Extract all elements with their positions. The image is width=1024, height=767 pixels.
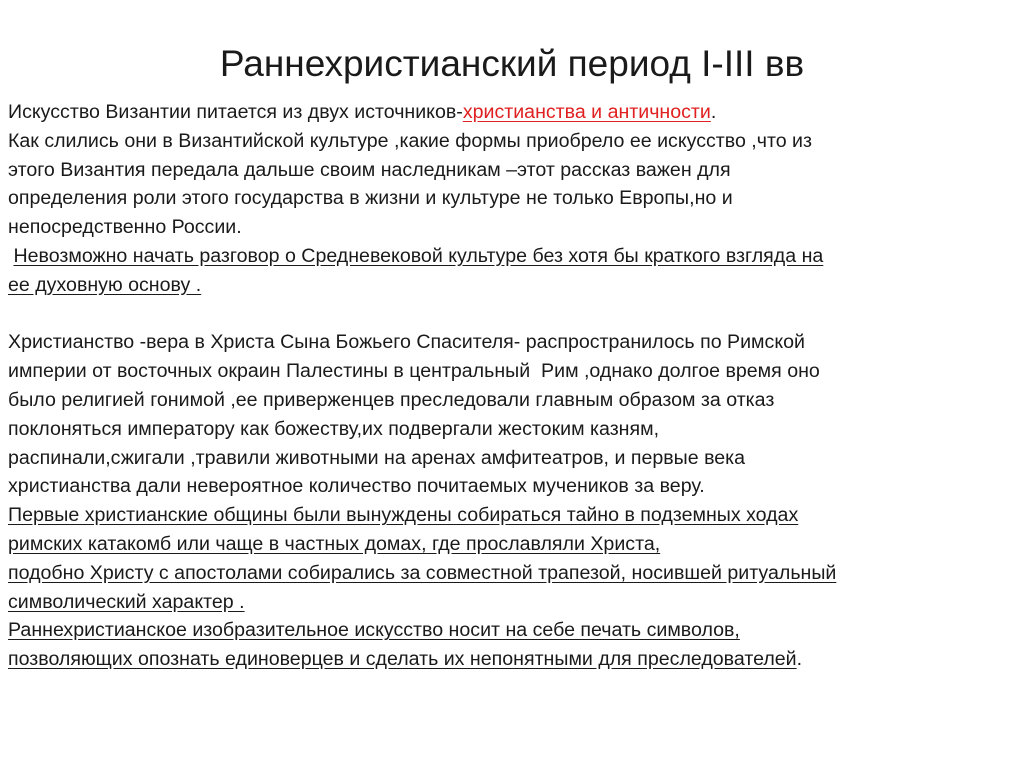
blank-line: [8, 300, 1018, 329]
text-line-18: [8, 588, 1018, 617]
text-line-13: распинали,сжигали ,травили животными на аренах амфитеатров, и первые века: [8, 446, 746, 469]
underlined-text-line-19: Раннехристианское изобразительное искусство носит на себе печать символов,: [8, 619, 740, 642]
underlined-text-line-16: римских катакомб или чаще в частных домах, где прославляли Христа,: [8, 532, 661, 555]
text-line-3: этого Византия передала дальше своим наследникам –этот рассказ важен для: [8, 158, 731, 181]
text-line-1-period: .: [710, 101, 717, 123]
text-line-12: поклоняться императору как божеству,их подвергали жестоким казням,: [8, 417, 660, 440]
text-line-2: Как слились они в Византийской культуре ,какие формы приобрело ее искусство ,что из: [8, 129, 812, 152]
underlined-text-line-17: подобно Христу с апостолами собирались за совместной трапезой, носившей ритуальный: [8, 561, 837, 584]
text-line-11: было религией гонимой ,ее приверженцев преследовали главным образом за отказ: [8, 388, 775, 411]
text-line-1: [8, 98, 1018, 127]
text-line-20: [8, 645, 1018, 674]
text-line-6: [8, 242, 1018, 271]
underlined-text-line-7: ее духовную основу .: [8, 273, 202, 296]
slide-body-text: [8, 98, 1018, 674]
text-line-9: Христианство -вера в Христа Сына Божьего Спасителя- распространилось по Римской: [8, 331, 805, 354]
text-line-15: [8, 501, 1018, 530]
highlighted-phrase: христианства и античности: [462, 101, 711, 123]
text-line-17: [8, 559, 1018, 588]
underlined-text-line-15: Первые христианские общины были вынуждены собираться тайно в подземных ходах: [8, 504, 799, 527]
text-line-19: [8, 616, 1018, 645]
underlined-text-line-6: Невозможно начать разговор о Средневековой культуре без хотя бы краткого взгляда на: [13, 244, 824, 267]
text-line-4: определения роли этого государства в жизни и культуре не только Европы,но и: [8, 187, 733, 210]
text-line-16: [8, 530, 1018, 559]
underlined-text-line-20: позволяющих опознать единоверцев и сделать их непонятными для преследователей: [8, 648, 797, 671]
text-line-5: непосредственно России.: [8, 216, 242, 239]
slide-title: Раннехристианский период I-III вв: [219, 43, 805, 84]
underlined-text-line-18: символический характер .: [8, 590, 245, 613]
text-line-7: [8, 271, 1018, 300]
text-line-14: христианства дали невероятное количество почитаемых мучеников за веру.: [8, 475, 705, 498]
text-line-10: империи от восточных окраин Палестины в центральный Рим ,однако долгое время оно: [8, 360, 820, 383]
text-line-1-part-a: Искусство Византии питается из двух источников-: [8, 101, 463, 123]
text-line-20-period: .: [796, 648, 803, 671]
